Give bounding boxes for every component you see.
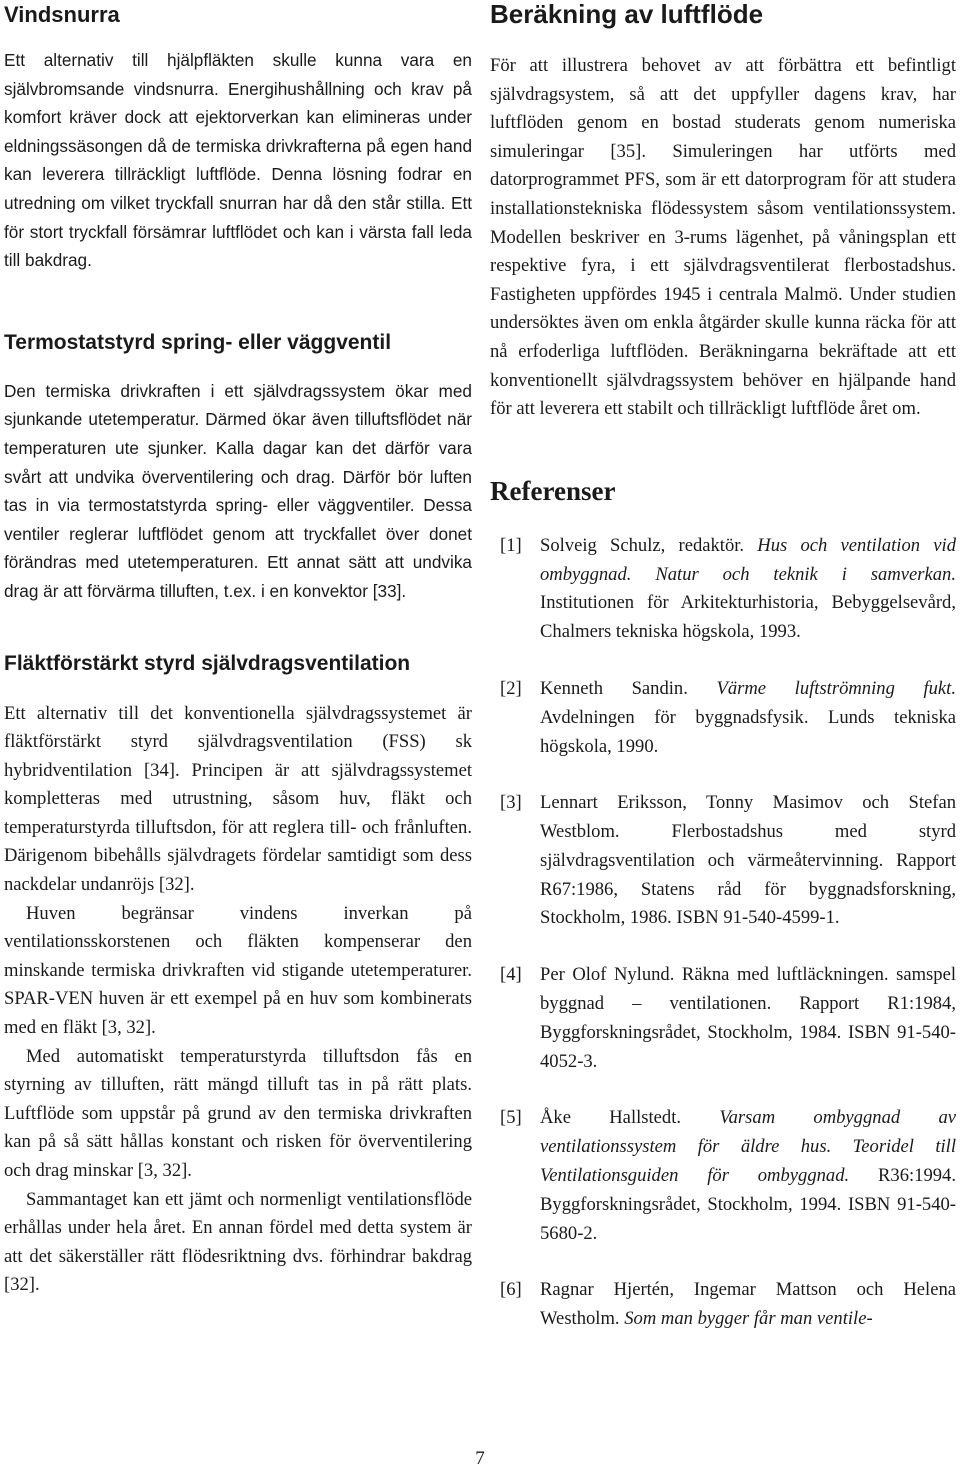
reference-number: [1] xyxy=(500,534,522,556)
reference-details: Räkna med luftläckningen. samspel byggnad – ventilationen. Rapport R1:1984, Byggforskningsrådet, Stockholm, 1984. ISBN 91-540-4052-3. xyxy=(540,964,956,1072)
reference-title: Som man bygger får man ventile- xyxy=(624,1308,873,1330)
reference-number: [2] xyxy=(500,677,522,699)
reference-item xyxy=(490,675,956,761)
reference-item xyxy=(490,1276,956,1334)
reference-item xyxy=(490,961,956,1076)
heading-referenser: Referenser xyxy=(490,475,616,506)
paragraph-berakning: För att illustrera behovet av att förbättra ett befintligt självdragsystem, så att det uppfyller dagens krav, har luftflöden genom en bostad studerats genom numeriska simuleringar [35]. Simuleringen har utförts med datorprogrammet PFS, som är ett datorprogram för att studera installationstekniska flödessystem såsom ventilationssystem. Modellen beskriver en 3-rums lägenhet, på våningsplan ett respektive fyra, i ett självdragsventilerat flerbostadshus. Fastigheten uppfördes 1945 i centrala Malmö. Under studien undersöktes även om enkla åtgärder skulle kunna räcka för att nå erfoderliga luftflöden. Beräkningarna bekräftade att ett konventionellt självdragssystem behöver en hjälpande hand för att leverera ett stabilt och tillräckligt luftflöde året om. xyxy=(490,55,956,420)
reference-title: Värme luftströmning fukt. xyxy=(716,677,956,699)
reference-number: [6] xyxy=(500,1279,522,1301)
reference-author: Åke Hallstedt. xyxy=(540,1107,682,1129)
paragraph-flaktforstarkt-2: Huven begränsar vindens inverkan på ventilationsskorstenen och fläkten kompenserar den minskande termiska drivkraften vid stigande utetemperaturer. SPAR-VEN huven är ett exempel på en huv som kombinerats med en fläkt [3, 32]. xyxy=(4,902,472,1039)
paragraph-flaktforstarkt-3: Med automatiskt temperaturstyrda tilluftsdon fås en styrning av tilluften, rätt mängd tilluft tas in på rätt plats. Luftflöde som uppstår på grund av den termiska drivkraften kan på så sätt hållas konstant och risken för överventilering och drag minskar [3, 32]. xyxy=(4,1045,472,1181)
reference-details: R36:1994. Byggforskningsrådet, Stockholm, 1994. ISBN 91-540-5680-2. xyxy=(540,1165,956,1244)
paragraph-flaktforstarkt-4: Sammantaget kan ett jämt och normenligt ventilationsflöde erhållas under hela året. En annan fördel med detta system är att det säkerställer rätt flödesriktning dvs. förhindrar bakdrag [32]. xyxy=(4,1188,472,1296)
paragraph-flaktforstarkt-1: Ett alternativ till det konventionella självdragssystemet är fläktförstärkt styrd självdragsventilation (FSS) sk hybridventilation [34]. Principen är att självdragssystemet kompletteras med utrustning, såsom huv, fläkt och temperaturstyrda tilluftsdon, för att reglera till- och frånluften. Därigenom bibehålls självdragets fördelar samtidigt som dess nackdelar undanröjs [32]. xyxy=(4,702,472,896)
reference-title: Hus och ventilation vid ombyggnad. Natur och teknik i samverkan. xyxy=(540,534,956,585)
paragraph-termostatstyrd: Den termiska drivkraften i ett självdragssystem ökar med sjunkande utetemperatur. Därmed ökar även tilluftsflödet när temperaturen ute sjunker. Kalla dagar kan det därför vara svårt att undvika överventilering och drag. Därför bör luften tas in via termostatstyrda spring- eller väggventiler. Dessa ventiler reglerar luftflödet genom att tryckfallet över donet förändras med utetemperaturen. Ett annat sätt att undvika drag är att förvärma tilluften, t.ex. i en konvektor [33]. xyxy=(4,380,472,601)
reference-title: Varsam ombyggnad av ventilationssystem för äldre hus. Teoridel till Ventilationsguiden för ombyggnad. xyxy=(540,1107,956,1187)
reference-number: [3] xyxy=(500,792,522,814)
heading-flaktforstarkt: Fläktförstärkt styrd självdragsventilation xyxy=(4,651,411,675)
reference-list xyxy=(490,532,956,1334)
right-column xyxy=(490,0,956,1334)
reference-number: [4] xyxy=(500,964,522,986)
reference-author: Lennart Eriksson, Tonny Masimov och Stefan Westblom. xyxy=(540,792,956,843)
paragraph-vindsnurra: Ett alternativ till hjälpfläkten skulle kunna vara en självbromsande vindsnurra. Energihushållning och krav på komfort kräver dock att ejektorverkan kan elimineras under eldningssäsongen då de termiska drivkrafterna på egen hand kan leverera tillräckligt luftflöde. Denna lösning fodrar en utredning om vilket tryckfall snurran har då den står stilla. Ett för stort tryckfall försämrar luftflödet och kan i värsta fall leda till bakdrag. xyxy=(4,50,472,271)
heading-vindsnurra: Vindsnurra xyxy=(4,2,120,27)
reference-details: Institutionen för Arkitekturhistoria, Bebyggelsevård, Chalmers tekniska högskola, 1993. xyxy=(540,592,956,643)
page-number: 7 xyxy=(475,1448,485,1469)
reference-item xyxy=(490,1104,956,1248)
reference-author: Ragnar Hjertén, Ingemar Mattson och Helena Westholm. xyxy=(540,1279,956,1330)
reference-author: Per Olof Nylund. xyxy=(540,964,675,986)
reference-item xyxy=(490,532,956,647)
heading-berakning: Beräkning av luftflöde xyxy=(490,0,764,29)
heading-termostatstyrd: Termostatstyrd spring- eller väggventil xyxy=(4,330,392,354)
left-column xyxy=(4,0,472,1300)
reference-details: Avdelningen för byggnadsfysik. Lunds tekniska högskola, 1990. xyxy=(540,706,956,757)
reference-details: Flerbostadshus med styrd självdragsventilation och värmeåtervinning. Rapport R67:1986, Statens råd för byggnadsforskning, Stockholm, 1986. ISBN 91-540-4599-1. xyxy=(540,821,957,929)
reference-number: [5] xyxy=(500,1107,522,1129)
reference-author: Kenneth Sandin. xyxy=(540,677,688,699)
reference-item xyxy=(490,789,956,933)
reference-author: Solveig Schulz, redaktör. xyxy=(540,534,745,556)
